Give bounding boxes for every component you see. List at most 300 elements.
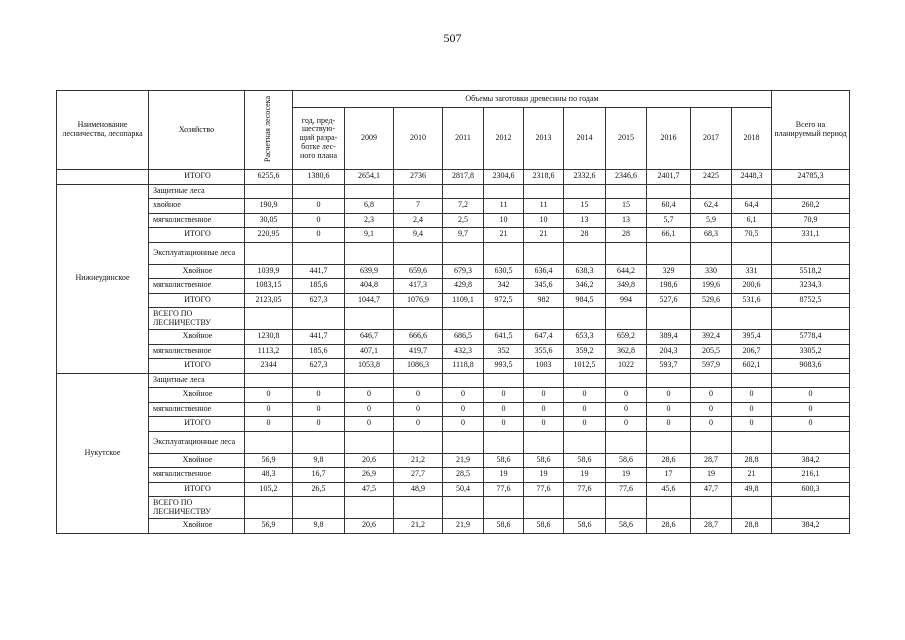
table-cell [606,242,647,264]
row-label: Хвойное [149,453,245,468]
table-cell: 185,6 [293,279,345,294]
table-cell: 0 [772,402,850,417]
table-cell: 0 [484,417,524,432]
table-cell [484,497,524,519]
table-cell [606,308,647,330]
table-row [57,264,850,279]
table-cell: 0 [691,388,732,403]
table-row [57,308,850,330]
table-cell [772,373,850,388]
table-cell: 342 [484,279,524,294]
row-label: хвойное [149,199,245,214]
header-year: 2018 [732,108,772,170]
table-cell: 0 [732,388,772,403]
table-cell [484,184,524,199]
table-cell: 1109,1 [443,293,484,308]
table-cell: 0 [606,402,647,417]
table-cell [345,497,394,519]
table-cell: 441,7 [293,330,345,345]
table-cell [732,242,772,264]
header-year: 2013 [524,108,564,170]
row-label: Защитные леса [149,184,245,199]
table-row [57,330,850,345]
row-label: мягколиственное [149,279,245,294]
table-cell [394,431,443,453]
table-cell: 58,6 [564,453,606,468]
table-cell: 260,2 [772,199,850,214]
table-row [57,199,850,214]
table-cell [524,184,564,199]
table-cell: 345,6 [524,279,564,294]
table-cell: 11 [524,199,564,214]
table-cell: 984,5 [564,293,606,308]
table-cell: 5,9 [691,213,732,228]
row-label: Хвойное [149,264,245,279]
table-cell: 21,9 [443,519,484,534]
table-cell [691,308,732,330]
page-number: 507 [443,31,462,45]
table-cell: 0 [524,388,564,403]
table-cell: 602,1 [732,359,772,374]
table-cell: 349,8 [606,279,647,294]
table-cell: 627,3 [293,293,345,308]
table-cell: 60,4 [647,199,691,214]
table-cell [484,431,524,453]
table-cell: 0 [524,402,564,417]
table-cell [606,497,647,519]
table-cell: 2448,3 [732,170,772,185]
table-cell: 198,6 [647,279,691,294]
table-cell [293,308,345,330]
table-cell: 0 [606,417,647,432]
table-cell [772,431,850,453]
header-year: 2016 [647,108,691,170]
table-cell: 0 [245,417,293,432]
table-cell: 206,7 [732,344,772,359]
row-label: Хвойное [149,519,245,534]
table-cell: 0 [524,417,564,432]
table-cell: 204,3 [647,344,691,359]
table-cell: 1230,8 [245,330,293,345]
table-cell: 20,6 [345,519,394,534]
table-cell: 28,6 [647,519,691,534]
table-cell: 19 [564,468,606,483]
table-cell: 0 [345,402,394,417]
table-cell [245,431,293,453]
table-cell: 6255,6 [245,170,293,185]
table-cell [394,497,443,519]
forestry-name: Нижнеудинское [57,184,149,373]
table-cell: 17 [647,468,691,483]
table-cell: 630,5 [484,264,524,279]
forestry-name: Нукутское [57,373,149,533]
table-cell [524,308,564,330]
table-cell [772,308,850,330]
table-cell: 392,4 [691,330,732,345]
table-cell: 653,3 [564,330,606,345]
table-cell: 58,6 [484,519,524,534]
table-row [57,170,850,185]
table-cell: 16,7 [293,468,345,483]
table-cell: 28,7 [691,453,732,468]
table-cell: 0 [293,228,345,243]
table-cell: 0 [732,417,772,432]
table-cell: 329 [647,264,691,279]
table-cell [245,497,293,519]
table-cell: 21 [732,468,772,483]
table-cell [647,373,691,388]
table-cell: 527,6 [647,293,691,308]
table-cell: 0 [691,417,732,432]
table-cell: 10 [524,213,564,228]
table-cell: 48,3 [245,468,293,483]
table-cell: 66,1 [647,228,691,243]
table-cell: 2736 [394,170,443,185]
table-cell: 19 [524,468,564,483]
header-year: 2009 [345,108,394,170]
table-cell: 0 [245,388,293,403]
table-row [57,402,850,417]
table-cell [524,373,564,388]
table-cell: 58,6 [524,453,564,468]
table-cell [524,431,564,453]
table-cell: 0 [293,402,345,417]
table-cell: 28,8 [732,519,772,534]
table-cell: 0 [394,402,443,417]
table-cell [564,242,606,264]
table-cell [732,308,772,330]
table-cell: 417,3 [394,279,443,294]
table-cell: 105,2 [245,482,293,497]
table-cell: 0 [443,417,484,432]
table-cell: 45,6 [647,482,691,497]
table-cell: 0 [647,402,691,417]
table-cell: 28,5 [443,468,484,483]
table-cell [647,497,691,519]
table-cell: 0 [564,417,606,432]
row-label: ИТОГО [149,293,245,308]
table-cell: 9,4 [394,228,443,243]
table-cell: 647,4 [524,330,564,345]
table-cell: 2123,05 [245,293,293,308]
table-cell: 1380,6 [293,170,345,185]
table-cell [484,308,524,330]
table-cell [732,431,772,453]
table-row [57,228,850,243]
table-cell: 0 [443,402,484,417]
table-cell: 0 [394,417,443,432]
row-label: мягколиственное [149,213,245,228]
table-cell: 48,9 [394,482,443,497]
table-cell: 0 [345,388,394,403]
table-cell [443,373,484,388]
table-cell: 9,1 [345,228,394,243]
table-cell: 21,2 [394,519,443,534]
table-cell: 639,9 [345,264,394,279]
table-cell [564,431,606,453]
table-cell: 6,8 [345,199,394,214]
table-cell: 58,6 [606,453,647,468]
table-cell: 1053,8 [345,359,394,374]
table-cell: 5,7 [647,213,691,228]
table-cell [345,373,394,388]
table-cell: 21 [484,228,524,243]
table-cell: 389,4 [647,330,691,345]
table-cell: 0 [293,199,345,214]
table-cell: 77,6 [484,482,524,497]
table-cell [293,373,345,388]
table-cell [691,184,732,199]
table-cell [647,431,691,453]
table-cell: 429,8 [443,279,484,294]
table-cell: 5518,2 [772,264,850,279]
table-row [57,184,850,199]
table-cell [732,373,772,388]
row-label: Эксплуатационные леса [149,431,245,453]
table-cell: 56,9 [245,453,293,468]
table-cell: 50,4 [443,482,484,497]
table-cell: 30,05 [245,213,293,228]
empty-cell [57,170,149,185]
table-cell: 331 [732,264,772,279]
table-row [57,453,850,468]
table-cell: 407,1 [345,344,394,359]
table-cell [293,497,345,519]
table-cell: 64,4 [732,199,772,214]
table-cell: 659,6 [394,264,443,279]
table-cell: 2654,1 [345,170,394,185]
table-cell: 994 [606,293,647,308]
table-cell: 27,7 [394,468,443,483]
table-cell: 9083,6 [772,359,850,374]
row-label: Защитные леса [149,373,245,388]
header-year: 2010 [394,108,443,170]
header-total-period: Всего на планируемый период [772,91,850,170]
row-label: ИТОГО [149,170,245,185]
table-cell [484,373,524,388]
table-cell: 1003 [524,359,564,374]
table-cell [647,184,691,199]
table-cell: 972,5 [484,293,524,308]
table-cell: 190,9 [245,199,293,214]
table-cell: 0 [606,388,647,403]
table-cell [443,431,484,453]
table-cell [443,184,484,199]
table-cell: 28 [606,228,647,243]
table-row [57,468,850,483]
table-cell: 13 [564,213,606,228]
row-label: мягколиственное [149,468,245,483]
table-cell [732,184,772,199]
table-cell: 1118,8 [443,359,484,374]
table-cell: 2817,8 [443,170,484,185]
table-cell: 686,5 [443,330,484,345]
header-volumes-by-year: Объемы заготовки древесины по годам [293,91,772,108]
table-row [57,431,850,453]
table-row [57,417,850,432]
table-cell: 0 [647,388,691,403]
table-cell: 0 [394,388,443,403]
table-cell: 1076,9 [394,293,443,308]
table-cell: 15 [564,199,606,214]
table-row [57,359,850,374]
table-cell: 9,8 [293,453,345,468]
table-cell: 2318,6 [524,170,564,185]
table-cell: 21,2 [394,453,443,468]
table-row [57,213,850,228]
table-cell: 593,7 [647,359,691,374]
table-cell: 8752,5 [772,293,850,308]
table-cell: 28,8 [732,453,772,468]
table-cell [691,242,732,264]
table-cell: 1083,15 [245,279,293,294]
table-cell: 0 [293,213,345,228]
table-cell: 0 [484,402,524,417]
table-cell: 641,5 [484,330,524,345]
table-cell: 1022 [606,359,647,374]
table-cell: 2,5 [443,213,484,228]
table-cell: 3305,2 [772,344,850,359]
table-cell: 638,3 [564,264,606,279]
table-cell: 993,5 [484,359,524,374]
table-cell: 627,3 [293,359,345,374]
table-cell: 646,7 [345,330,394,345]
table-cell: 666,6 [394,330,443,345]
table-cell: 205,5 [691,344,732,359]
table-cell: 220,95 [245,228,293,243]
table-cell: 359,2 [564,344,606,359]
table-cell [245,184,293,199]
row-label: ИТОГО [149,228,245,243]
header-year: 2017 [691,108,732,170]
table-cell: 1086,3 [394,359,443,374]
row-label: ВСЕГО ПО ЛЕСНИЧЕСТВУ [149,497,245,519]
table-cell: 0 [293,388,345,403]
table-cell: 7 [394,199,443,214]
table-cell: 10 [484,213,524,228]
header-farm: Хозяйство [149,91,245,170]
table-cell [772,242,850,264]
table-cell [564,184,606,199]
table-cell: 529,6 [691,293,732,308]
table-cell [345,184,394,199]
table-cell [691,373,732,388]
table-cell: 2344 [245,359,293,374]
table-cell: 0 [443,388,484,403]
table-cell: 11 [484,199,524,214]
table-cell: 441,7 [293,264,345,279]
table-cell: 0 [484,388,524,403]
table-cell: 2346,6 [606,170,647,185]
table-cell: 0 [564,402,606,417]
table-cell: 355,6 [524,344,564,359]
table-cell [394,308,443,330]
table-cell [732,497,772,519]
table-cell: 3234,3 [772,279,850,294]
table-cell: 56,9 [245,519,293,534]
table-cell: 395,4 [732,330,772,345]
table-cell [691,431,732,453]
table-cell: 636,4 [524,264,564,279]
table-cell: 2401,7 [647,170,691,185]
table-cell: 346,2 [564,279,606,294]
table-cell: 28 [564,228,606,243]
table-cell: 1012,5 [564,359,606,374]
table-cell [443,308,484,330]
table-cell: 62,4 [691,199,732,214]
table-cell [647,308,691,330]
row-label: Эксплуатационные леса [149,242,245,264]
table-cell: 0 [732,402,772,417]
table-cell: 28,6 [647,453,691,468]
header-year: 2011 [443,108,484,170]
table-cell [245,373,293,388]
table-cell: 9,7 [443,228,484,243]
row-label: мягколиственное [149,344,245,359]
table-cell: 28,7 [691,519,732,534]
table-cell [293,242,345,264]
header-year: 2014 [564,108,606,170]
table-cell [606,373,647,388]
table-cell: 597,9 [691,359,732,374]
table-row [57,293,850,308]
table-row [57,497,850,519]
table-cell: 47,5 [345,482,394,497]
table-cell: 331,1 [772,228,850,243]
table-row [57,242,850,264]
table-cell [245,308,293,330]
table-row [57,279,850,294]
table-cell [345,242,394,264]
table-cell: 2304,6 [484,170,524,185]
table-cell: 0 [691,402,732,417]
table-cell: 199,6 [691,279,732,294]
table-cell: 0 [293,417,345,432]
table-cell: 644,2 [606,264,647,279]
table-cell: 0 [345,417,394,432]
table-cell [606,184,647,199]
table-cell: 1113,2 [245,344,293,359]
header-forestry: Наименование лесничества, лесопарка [57,91,149,170]
row-label: ИТОГО [149,417,245,432]
table-cell: 58,6 [564,519,606,534]
table-cell: 679,3 [443,264,484,279]
table-cell [293,431,345,453]
table-cell: 19 [606,468,647,483]
table-cell [293,184,345,199]
table-cell: 58,6 [524,519,564,534]
table-cell: 200,6 [732,279,772,294]
header-dev-year: год, пред-шествую-щий разра-ботке лес-ного плана [293,108,345,170]
table-cell: 330 [691,264,732,279]
table-cell [772,184,850,199]
table-cell: 185,6 [293,344,345,359]
table-cell: 21,9 [443,453,484,468]
table-cell: 6,1 [732,213,772,228]
table-cell: 2,3 [345,213,394,228]
table-cell [443,242,484,264]
table-cell: 7,2 [443,199,484,214]
table-cell: 982 [524,293,564,308]
row-label: Хвойное [149,388,245,403]
table-row [57,344,850,359]
table-cell: 9,8 [293,519,345,534]
table-cell [772,497,850,519]
table-cell [394,184,443,199]
table-cell: 19 [691,468,732,483]
table-cell: 0 [564,388,606,403]
table-cell: 2332,6 [564,170,606,185]
